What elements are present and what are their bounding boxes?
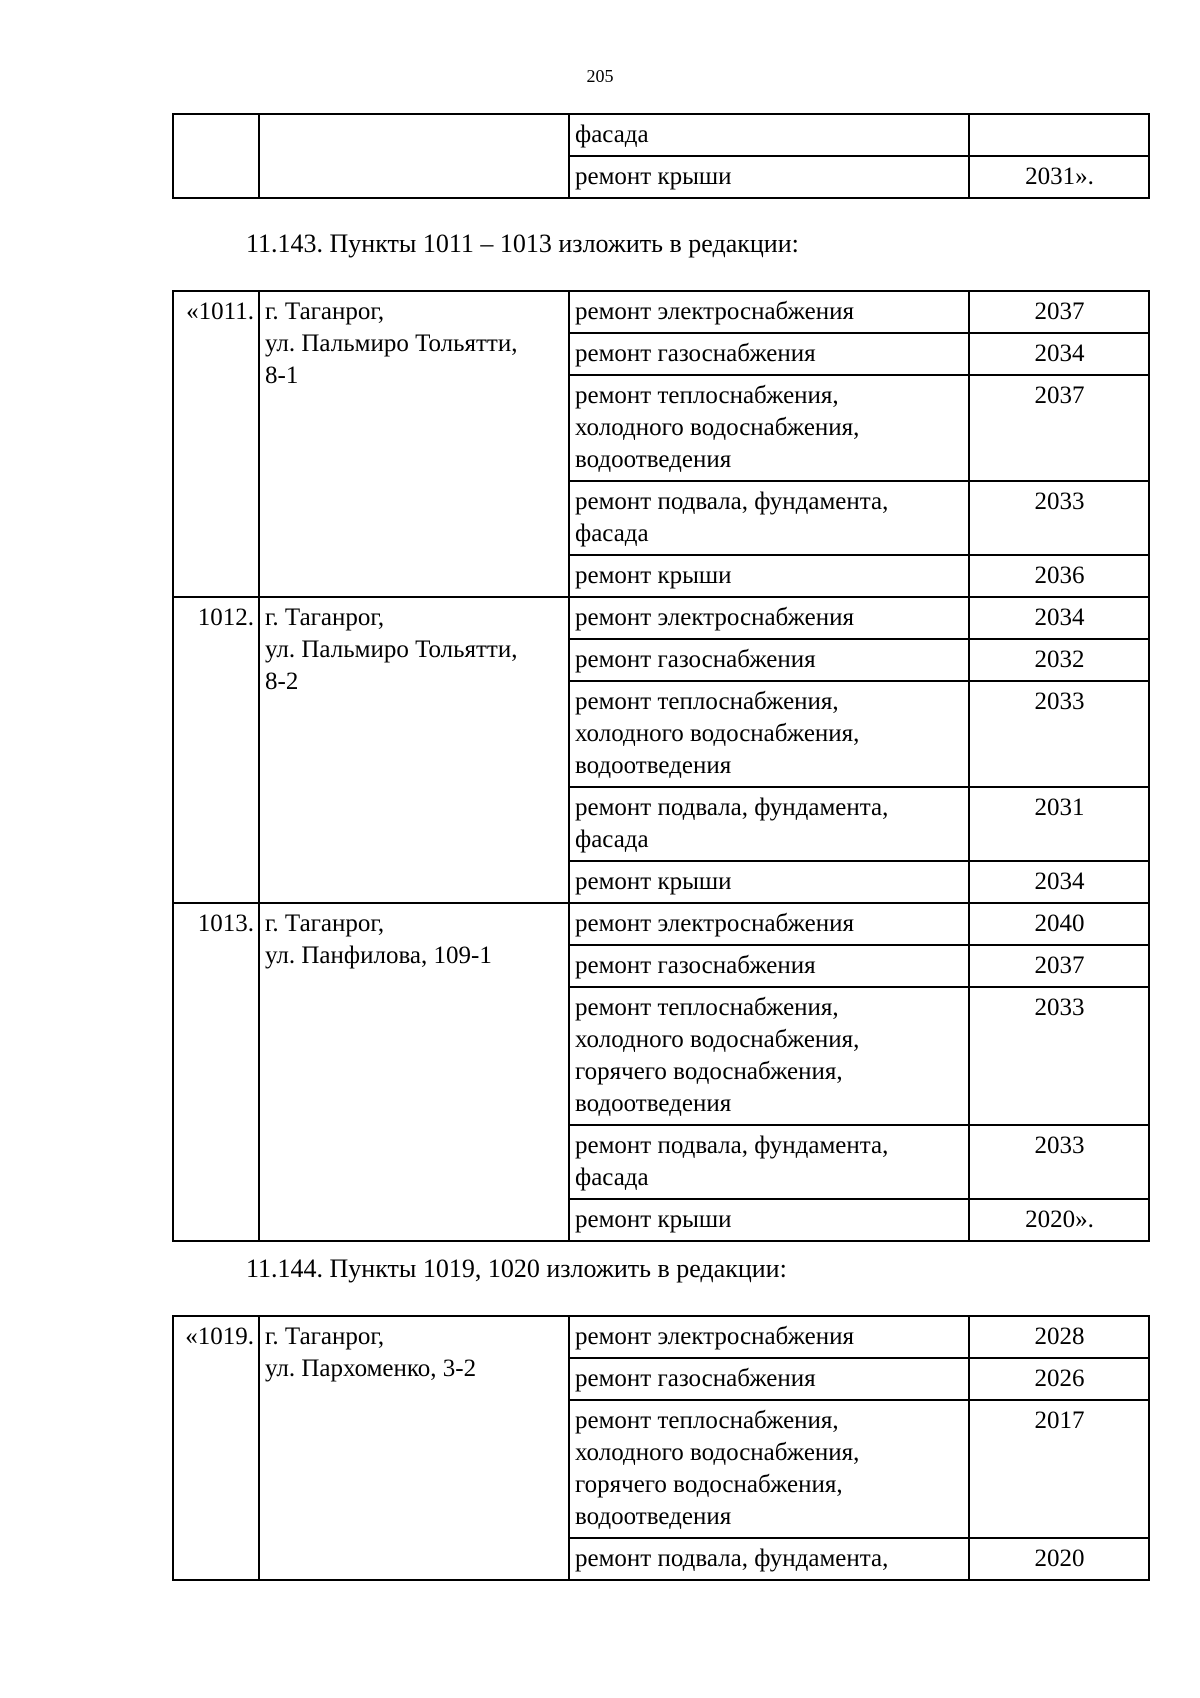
work-line: холодного водоснабжения, [575,414,860,441]
year-cell: 2032 [969,639,1149,681]
page-number: 205 [586,66,614,86]
work-cell [569,481,969,555]
work-line: ремонт электроснабжения [575,910,854,937]
address-cell [259,291,569,597]
work-line: водоотведения [575,752,732,779]
work-line: холодного водоснабжения, [575,1439,860,1466]
table-row [173,903,1149,945]
item-number: «1019. [173,1316,259,1580]
item-number: 1012. [173,597,259,903]
work-line: ремонт крыши [575,562,732,589]
work-line: фасада [575,1164,649,1191]
work-cell [569,681,969,787]
work-line: ремонт теплоснабжения, [575,994,839,1021]
address-line: ул. Панфилова, 109-1 [265,942,492,969]
work-cell [569,1358,969,1400]
work-cell [569,787,969,861]
year-cell: 2031 [969,787,1149,861]
work-line: ремонт теплоснабжения, [575,382,839,409]
work-cell [569,375,969,481]
work-line: ремонт газоснабжения [575,340,816,367]
address-line: ул. Пархоменко, 3-2 [265,1355,477,1382]
work-cell [569,639,969,681]
address-line: г. Таганрог, [265,910,385,937]
work-line: горячего водоснабжения, [575,1058,843,1085]
work-cell [569,597,969,639]
work-line: ремонт газоснабжения [575,952,816,979]
work-cell [569,1199,969,1241]
work-cell [569,861,969,903]
year-cell: 2033 [969,681,1149,787]
work-line: ремонт электроснабжения [575,604,854,631]
work-cell [569,555,969,597]
table-143 [172,290,1150,1242]
year-cell: 2031». [969,156,1149,198]
work-line: ремонт электроснабжения [575,1323,854,1350]
year-cell: 2026 [969,1358,1149,1400]
table-row [173,1316,1149,1358]
work-line: ремонт теплоснабжения, [575,688,839,715]
item-number: 1013. [173,903,259,1241]
work-cell [569,1125,969,1199]
year-cell: 2020 [969,1538,1149,1580]
work-cell [569,333,969,375]
year-cell [969,114,1149,156]
work-cell [569,1316,969,1358]
address-cell [259,1316,569,1580]
year-cell: 2020». [969,1199,1149,1241]
work-line: фасада [575,520,649,547]
work-line: ремонт газоснабжения [575,646,816,673]
work-cell [569,291,969,333]
item-number: «1011. [173,291,259,597]
work-cell: ремонт крыши [569,156,969,198]
work-line: горячего водоснабжения, [575,1471,843,1498]
work-line: ремонт крыши [575,868,732,895]
year-cell: 2028 [969,1316,1149,1358]
work-line: водоотведения [575,1503,732,1530]
address-line: 8-1 [265,362,299,389]
work-line: ремонт крыши [575,1206,732,1233]
address-line: г. Таганрог, [265,1323,385,1350]
work-line: ремонт подвала, фундамента, [575,1545,889,1572]
year-cell: 2037 [969,291,1149,333]
year-cell: 2036 [969,555,1149,597]
work-line: холодного водоснабжения, [575,1026,860,1053]
work-line: водоотведения [575,446,732,473]
year-cell: 2017 [969,1400,1149,1538]
work-line: ремонт подвала, фундамента, [575,1132,889,1159]
year-cell: 2033 [969,987,1149,1125]
address-line: г. Таганрог, [265,298,385,325]
address-line: г. Таганрог, [265,604,385,631]
address-cell [259,903,569,1241]
work-cell [569,903,969,945]
year-cell: 2034 [969,333,1149,375]
num-cell [173,114,259,198]
address-line: ул. Пальмиро Тольятти, [265,636,518,663]
table-row [173,597,1149,639]
year-cell: 2033 [969,481,1149,555]
work-cell [569,1400,969,1538]
work-cell [569,945,969,987]
work-cell: фасада [569,114,969,156]
address-cell [259,114,569,198]
address-line: ул. Пальмиро Тольятти, [265,330,518,357]
work-cell [569,1538,969,1580]
address-line: 8-2 [265,668,299,695]
table-row [173,291,1149,333]
section-heading-143: 11.143. Пункты 1011 – 1013 изложить в редакции: [246,229,799,258]
work-line: фасада [575,826,649,853]
work-cell [569,987,969,1125]
year-cell: 2037 [969,945,1149,987]
year-cell: 2033 [969,1125,1149,1199]
address-cell [259,597,569,903]
table-row [173,114,1149,156]
continuation-table [172,113,1150,199]
work-line: ремонт газоснабжения [575,1365,816,1392]
work-line: ремонт теплоснабжения, [575,1407,839,1434]
work-line: ремонт электроснабжения [575,298,854,325]
year-cell: 2034 [969,861,1149,903]
work-line: ремонт подвала, фундамента, [575,794,889,821]
work-line: водоотведения [575,1090,732,1117]
work-line: ремонт подвала, фундамента, [575,488,889,515]
year-cell: 2037 [969,375,1149,481]
table-144 [172,1315,1150,1581]
year-cell: 2040 [969,903,1149,945]
section-heading-144: 11.144. Пункты 1019, 1020 изложить в редакции: [246,1254,787,1283]
year-cell: 2034 [969,597,1149,639]
work-line: холодного водоснабжения, [575,720,860,747]
